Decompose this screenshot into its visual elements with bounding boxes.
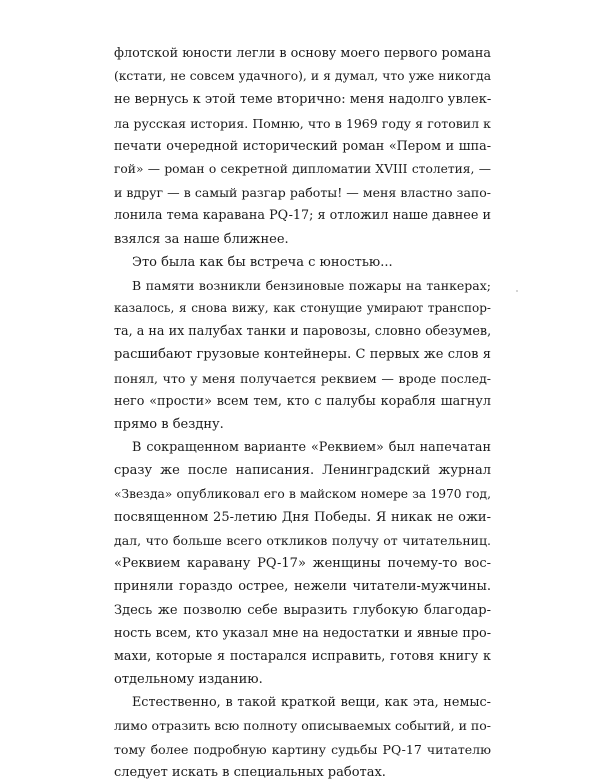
- paragraph-5: [114, 691, 491, 784]
- scan-speck: [516, 290, 518, 292]
- text-line: Здесь же позволю себе выразить глубокую благодар-: [114, 602, 491, 618]
- page-text: [114, 42, 491, 784]
- text-line: флотской юности легли в основу моего первого романа: [114, 46, 491, 61]
- text-line: расшибают грузовые контейнеры. С первых же слов я: [114, 347, 491, 363]
- text-line: ла русская история. Помню, что в 1969 году я готовил к: [114, 115, 491, 131]
- text-line: В сокращенном варианте «Реквием» был напечатан: [132, 440, 491, 456]
- text-line: тому более подробную картину судьбы PQ-17 читателю: [114, 741, 491, 757]
- text-line: ность всем, кто указал мне на недостатки и явные про-: [114, 625, 491, 641]
- text-line: печати очередной исторический роман «Пером и шпа-: [114, 138, 491, 154]
- text-line: и вдруг — в самый разгар работы! — меня властно запо-: [114, 185, 491, 201]
- text-line: махи, которые я постарался исправить, готовя книгу к: [114, 648, 491, 664]
- text-line: сразу же после написания. Ленинградский журнал: [114, 463, 491, 479]
- text-line: дал, что больше всего откликов получу от читательниц.: [114, 532, 491, 548]
- text-line: лимо отразить всю полноту описываемых событий, и по-: [114, 718, 491, 734]
- text-line: взялся за наше ближнее.: [114, 231, 289, 247]
- paragraph-2: [114, 251, 491, 274]
- text-line: «Звезда» опубликовал его в майском номере за 1970 год,: [114, 486, 491, 501]
- text-line: «Реквием каравану PQ-17» женщины почему-то вос-: [114, 556, 491, 572]
- text-line: лонила тема каравана PQ-17; я отложил наше давнее и: [114, 208, 491, 224]
- text-line: гой» — роман о секретной дипломатии XVIII столетия, —: [114, 161, 491, 176]
- text-line: приняли гораздо острее, нежели читатели-мужчины.: [114, 579, 491, 595]
- text-line: не вернусь к этой теме вторично: меня надолго увлек-: [114, 92, 492, 108]
- text-line: отдельному изданию.: [114, 672, 263, 688]
- paragraph-1: [114, 42, 491, 251]
- text-line: него «прости» всем тем, кто с палубы корабля шагнул: [114, 393, 491, 409]
- text-line: (кстати, не совсем удачного), и я думал, что уже никогда: [114, 69, 491, 84]
- text-line: В памяти возникли бензиновые пожары на танкерах;: [132, 277, 491, 293]
- text-line: Это была как бы встреча с юностью...: [132, 254, 393, 270]
- text-line: та, а на их палубах танки и паровозы, словно обезумев,: [114, 324, 492, 340]
- paragraph-4: [114, 436, 491, 691]
- text-line: прямо в бездну.: [114, 417, 224, 432]
- text-line: посвященном 25-летию Дня Победы. Я никак не ожи-: [114, 509, 491, 525]
- text-line: понял, что у меня получается реквием — вроде послед-: [114, 370, 491, 386]
- text-line: следует искать в специальных работах.: [114, 764, 386, 780]
- paragraph-3: [114, 274, 491, 436]
- text-line: Естественно, в такой краткой вещи, как эта, немыс-: [132, 695, 491, 711]
- text-line: казалось, я снова вижу, как стонущие умирают транспор-: [114, 301, 491, 316]
